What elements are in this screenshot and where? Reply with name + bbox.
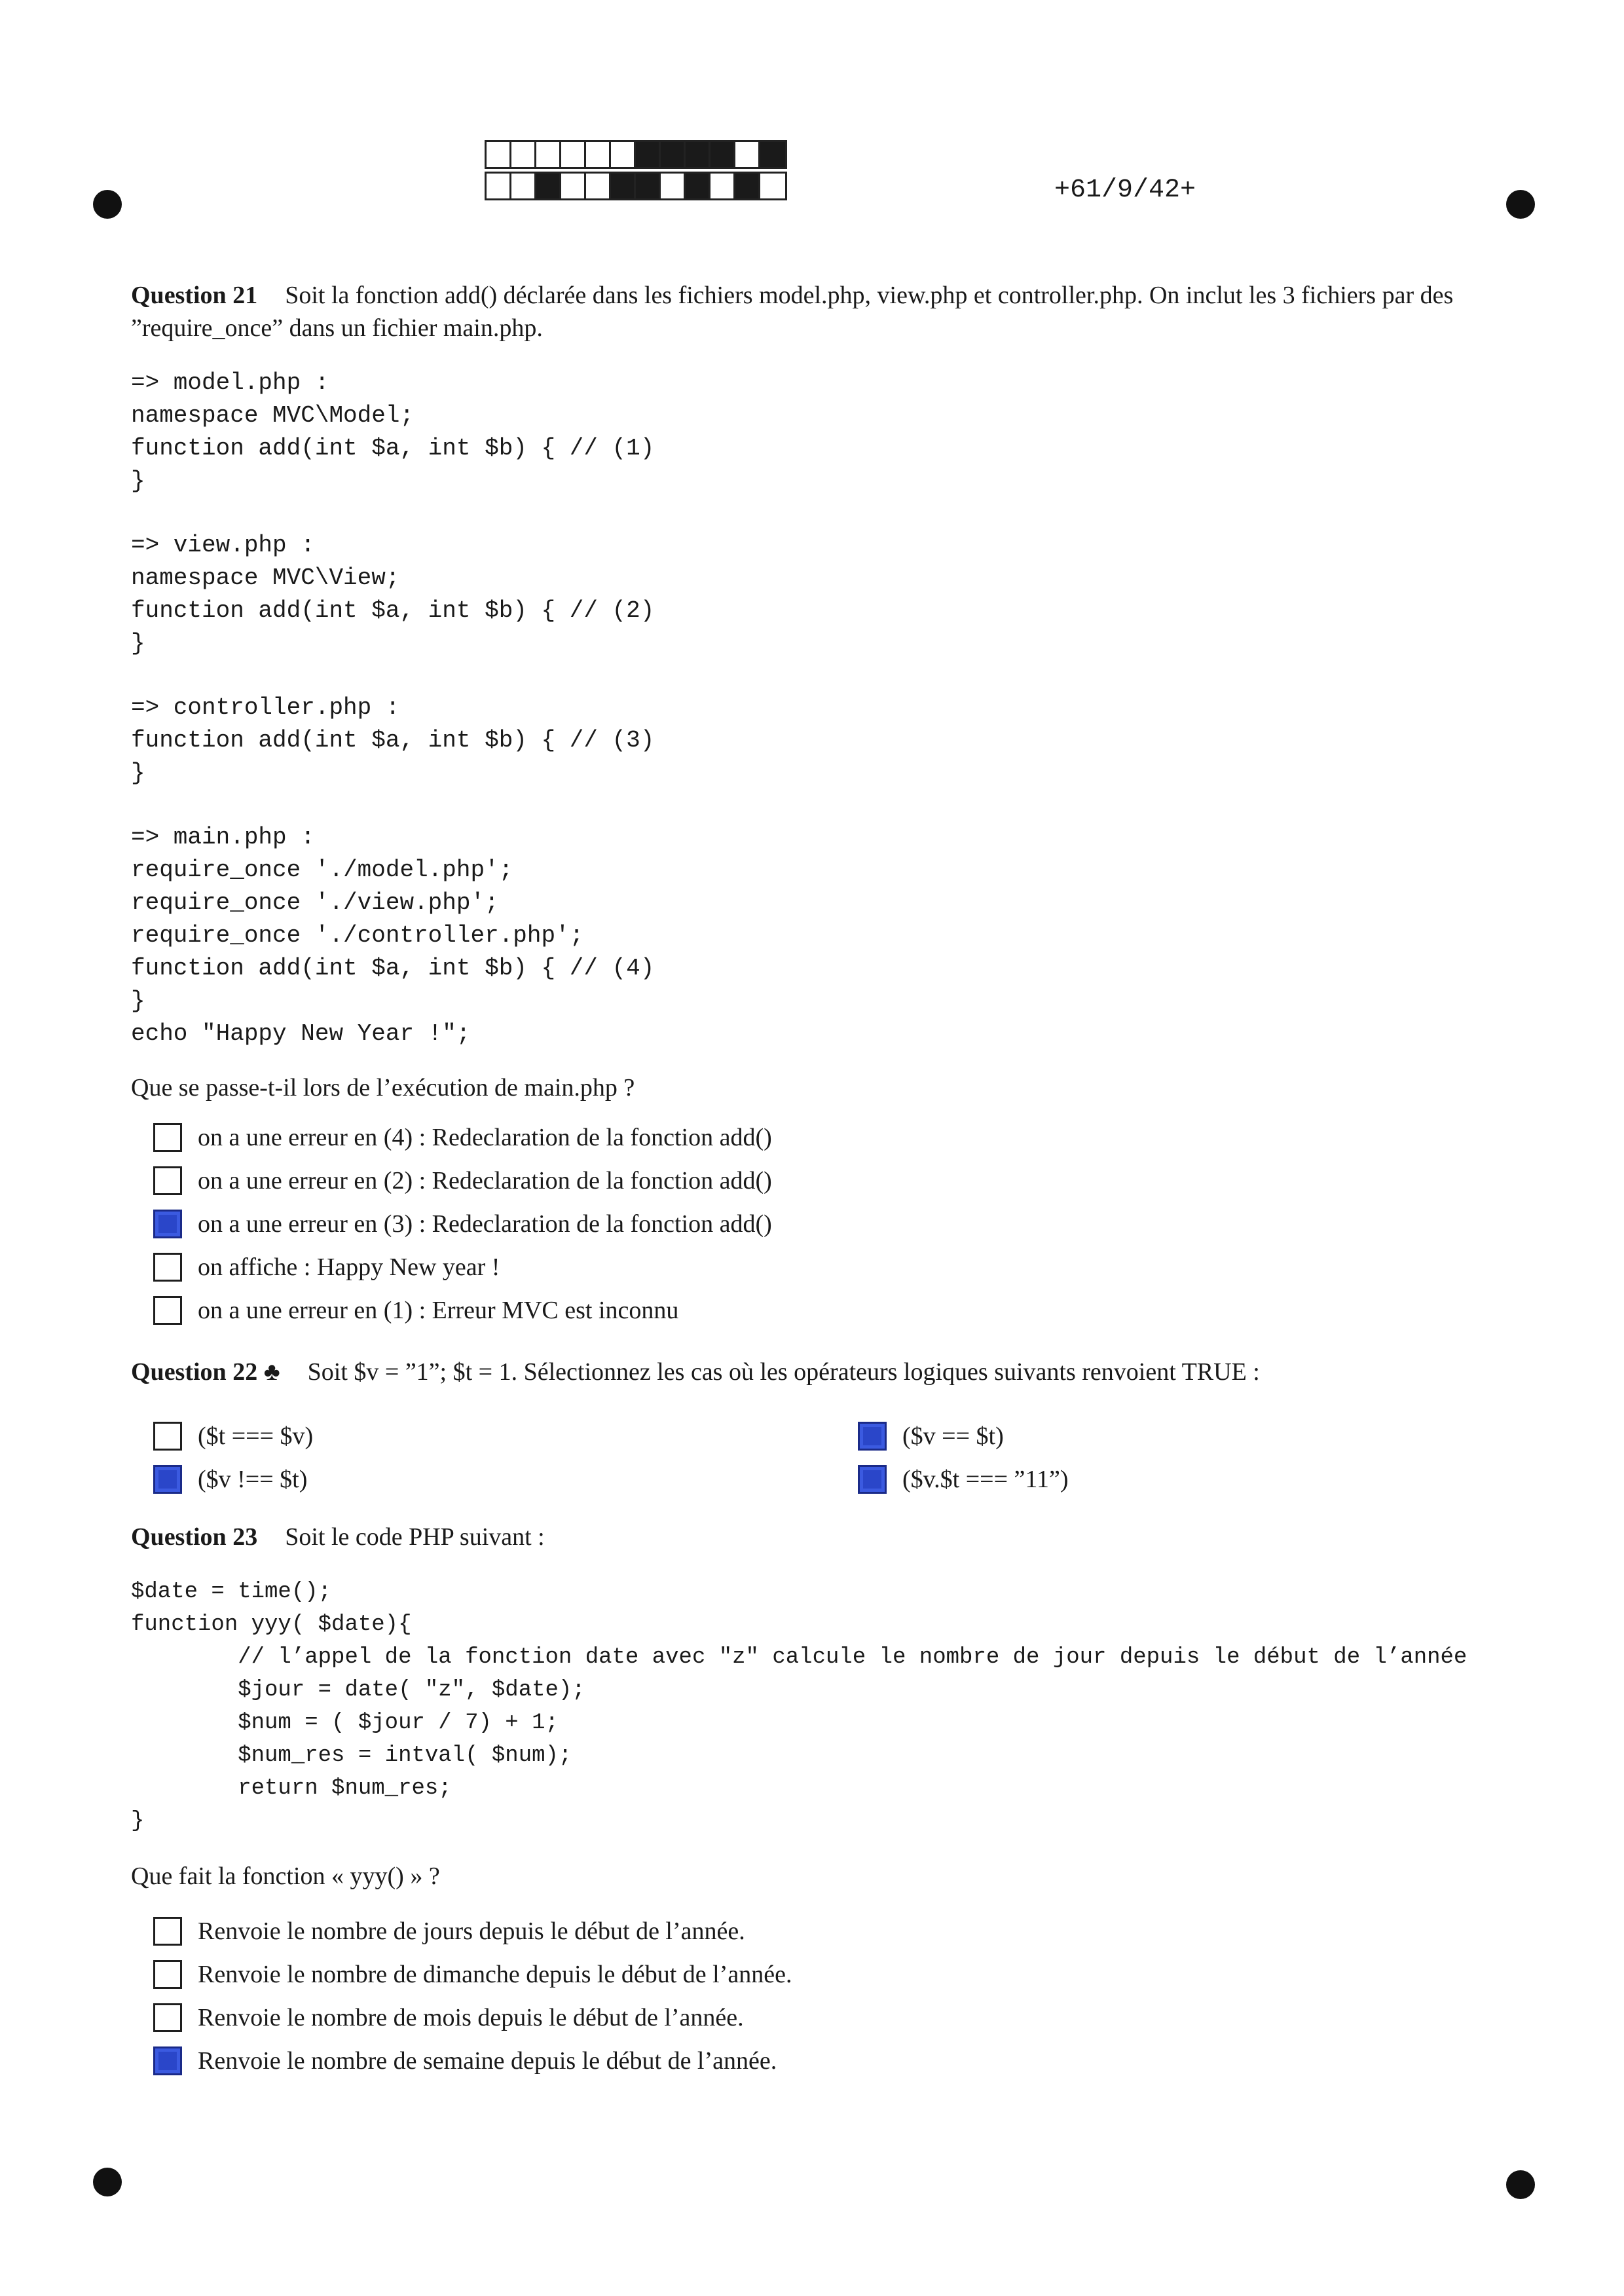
barcode-row-1 bbox=[485, 140, 787, 169]
barcode-cell bbox=[735, 174, 760, 198]
answer-option[interactable] bbox=[153, 1294, 678, 1327]
option-label: on a une erreur en (4) : Redeclaration de la fonction add() bbox=[198, 1124, 772, 1151]
checkbox[interactable] bbox=[153, 1166, 182, 1195]
corner-mark-bottom-left bbox=[93, 2168, 122, 2196]
checkbox[interactable] bbox=[153, 2003, 182, 2032]
option-label: on a une erreur en (2) : Redeclaration de la fonction add() bbox=[198, 1167, 772, 1194]
answer-option[interactable] bbox=[153, 1463, 307, 1496]
option-label: Renvoie le nombre de dimanche depuis le début de l’année. bbox=[198, 1961, 792, 1988]
barcode-cell bbox=[661, 142, 686, 167]
answer-option[interactable] bbox=[153, 2001, 744, 2034]
barcode-cell bbox=[661, 174, 686, 198]
option-label: on a une erreur en (1) : Erreur MVC est inconnu bbox=[198, 1297, 679, 1324]
answer-option[interactable] bbox=[153, 1208, 772, 1240]
checkbox[interactable] bbox=[153, 1465, 182, 1494]
question-23-prompt: Que fait la fonction « yyy() » ? bbox=[131, 1862, 440, 1890]
answer-option[interactable] bbox=[153, 1251, 500, 1284]
barcode-cell bbox=[611, 174, 636, 198]
barcode-cell bbox=[561, 174, 586, 198]
barcode-cell bbox=[487, 174, 511, 198]
answer-option[interactable] bbox=[153, 1420, 313, 1453]
barcode-cell bbox=[536, 142, 561, 167]
barcode-cell bbox=[586, 174, 611, 198]
checkbox[interactable] bbox=[153, 1210, 182, 1238]
code-view: => view.php : namespace MVC\View; function add(int $a, int $b) { // (2) } bbox=[131, 532, 655, 657]
barcode-cell bbox=[536, 174, 561, 198]
answer-option[interactable] bbox=[858, 1420, 1004, 1453]
checkbox[interactable] bbox=[858, 1422, 887, 1451]
option-label: Renvoie le nombre de jours depuis le début de l’année. bbox=[198, 1917, 745, 1945]
code-main: => main.php : require_once './model.php'; require_once './view.php'; require_once './controller.php'; function add(int $a, int $b) { // (4) } echo "Happy New Year !"; bbox=[131, 824, 655, 1047]
barcode-cell bbox=[710, 142, 735, 167]
checkbox[interactable] bbox=[153, 1296, 182, 1325]
checkbox[interactable] bbox=[858, 1465, 887, 1494]
question-text: Soit $v = ”1”; $t = 1. Sélectionnez les cas où les opérateurs logiques suivants renvoient TRUE : bbox=[307, 1358, 1260, 1386]
question-label: Question 23 bbox=[131, 1523, 258, 1551]
question-label: Question 21 bbox=[131, 282, 258, 309]
barcode-cell bbox=[760, 174, 785, 198]
code-controller: => controller.php : function add(int $a, int $b) { // (3) } bbox=[131, 694, 655, 787]
barcode-cell bbox=[710, 174, 735, 198]
question-text: Soit le code PHP suivant : bbox=[285, 1523, 545, 1551]
barcode-cell bbox=[611, 142, 636, 167]
question-label: Question 22 ♣ bbox=[131, 1358, 280, 1386]
answer-option[interactable] bbox=[858, 1463, 1069, 1496]
option-label: ($v == $t) bbox=[902, 1422, 1004, 1450]
barcode-cell bbox=[586, 142, 611, 167]
question-21-header bbox=[131, 279, 1545, 344]
corner-mark-bottom-right bbox=[1506, 2170, 1535, 2199]
question-text: Soit la fonction add() déclarée dans les fichiers model.php, view.php et controller.php. On inclut les 3 fichiers par des ”require_once” dans un fichier main.php. bbox=[131, 282, 1454, 342]
checkbox[interactable] bbox=[153, 1123, 182, 1152]
code-model: => model.php : namespace MVC\Model; function add(int $a, int $b) { // (1) } bbox=[131, 369, 655, 494]
answer-option[interactable] bbox=[153, 2045, 777, 2077]
barcode-cell bbox=[636, 174, 661, 198]
barcode-cell bbox=[686, 174, 710, 198]
question-23-header bbox=[131, 1521, 1545, 1553]
option-label: Renvoie le nombre de mois depuis le début de l’année. bbox=[198, 2004, 744, 2031]
answer-option[interactable] bbox=[153, 1121, 772, 1154]
corner-mark-top-left bbox=[93, 190, 122, 219]
option-label: on affiche : Happy New year ! bbox=[198, 1253, 500, 1281]
option-label: ($t === $v) bbox=[198, 1422, 314, 1450]
barcode-row-2 bbox=[485, 172, 787, 200]
answer-option[interactable] bbox=[153, 1915, 745, 1948]
barcode-cell bbox=[487, 142, 511, 167]
option-label: ($v.$t === ”11”) bbox=[902, 1466, 1069, 1493]
checkbox[interactable] bbox=[153, 1960, 182, 1989]
checkbox[interactable] bbox=[153, 1253, 182, 1282]
barcode-cell bbox=[561, 142, 586, 167]
barcode-cell bbox=[511, 174, 536, 198]
code-yyy: $date = time(); function yyy( $date){ // l’appel de la fonction date avec "z" calcule le nombre de jour depuis le début de l’année $jour = date( "z", $date); $num = ( $jour / 7) + 1; $num_res = intval( $num); return $num_res; } bbox=[131, 1580, 1467, 1834]
barcode-cell bbox=[760, 142, 785, 167]
corner-mark-top-right bbox=[1506, 190, 1535, 219]
answer-option[interactable] bbox=[153, 1164, 772, 1197]
question-22-header bbox=[131, 1356, 1545, 1388]
option-label: on a une erreur en (3) : Redeclaration de la fonction add() bbox=[198, 1210, 772, 1238]
checkbox[interactable] bbox=[153, 1917, 182, 1946]
option-label: Renvoie le nombre de semaine depuis le début de l’année. bbox=[198, 2047, 777, 2075]
sheet-id: +61/9/42+ bbox=[1054, 176, 1196, 205]
barcode-cell bbox=[735, 142, 760, 167]
option-label: ($v !== $t) bbox=[198, 1466, 308, 1493]
checkbox[interactable] bbox=[153, 2046, 182, 2075]
barcode-cell bbox=[686, 142, 710, 167]
checkbox[interactable] bbox=[153, 1422, 182, 1451]
barcode-cell bbox=[636, 142, 661, 167]
barcode-cell bbox=[511, 142, 536, 167]
question-21-prompt: Que se passe-t-il lors de l’exécution de main.php ? bbox=[131, 1074, 635, 1102]
answer-option[interactable] bbox=[153, 1958, 792, 1991]
